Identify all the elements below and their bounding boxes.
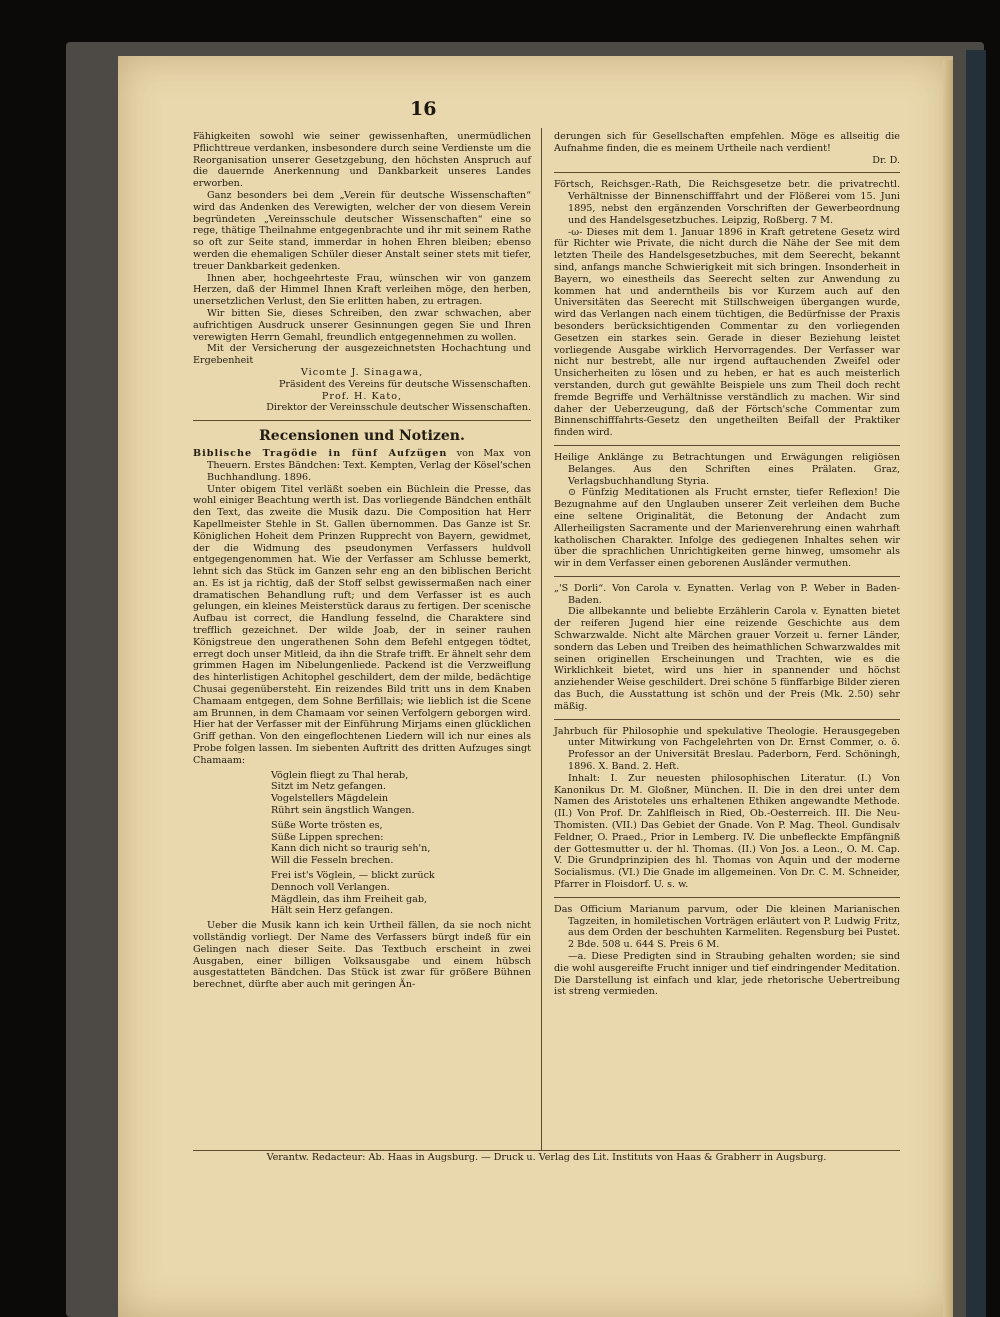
poem: [193, 770, 531, 918]
poem-line: Will die Fesseln brechen.: [271, 855, 394, 867]
poem-line: Dennoch voll Verlangen.: [271, 881, 390, 893]
imprint-footer: Verantw. Redacteur: Ab. Haas in Augsburg. — Druck u. Verlag des Lit. Instituts von Haas & Grabherr in Augsburg.: [266, 1152, 827, 1163]
poem-line: Süße Worte trösten es,: [271, 819, 383, 831]
review-1-title: Biblische Tragödie in fünf Aufzügen: [193, 448, 448, 460]
review-3-body: ⊙ Fünfzig Meditationen als Frucht ernster, tiefer Reflexion! Die Bezugnahme auf den Unglauben unserer Zeit verleihen dem Buche eine seltene Originalität, die Betonung der Andacht zum Allerheiligsten Sacramente und der Marienverehrung einen wahrhaft katholischen Charakter. Infolge des gediegenen Inhaltes sehen wir über die sprachlichen Unrichtigkeiten gerne hinweg, umsomehr als wir in dem Verfasser einen geborenen Ausländer vermuthen.: [554, 487, 900, 570]
left-column: [193, 131, 531, 991]
review-6-head: Das Officium Marianum parvum, oder Die kleinen Marianischen Tagzeiten, in homiletischen Vorträgen erläutert von P. Ludwig Fritz, aus dem Orden der beschuhten Karmeliten. Regensburg bei Pustet. 2 Bde. 508 u. 644 S. Preis 6 M.: [554, 903, 900, 951]
poem-line: Frei ist's Vöglein, — blickt zurück: [271, 870, 435, 882]
page-edge: [943, 60, 953, 1317]
review-1-signature: Dr. D.: [872, 154, 900, 166]
poem-line: Kann dich nicht so traurig seh'n,: [271, 843, 431, 855]
signature-title-2: Direktor der Vereinsschule deutscher Wissenschaften.: [266, 402, 531, 414]
review-6-body: —a. Diese Predigten sind in Straubing gehalten worden; sie sind die wohl ausgereifte Frucht inniger und tief eindringender Meditation. Die Darstellung ist einfach und klar, jede rhetorische Uebertreibung ist streng vermieden.: [554, 951, 900, 998]
poem-line: Hält sein Herz gefangen.: [271, 905, 394, 917]
column-divider: [541, 128, 542, 1150]
footer-rule: [193, 1150, 900, 1151]
review-1-continuation: derungen sich für Gesellschaften empfehlen. Möge es allseitig die Aufnahme finden, die es meinem Urtheile nach verdient!: [554, 131, 900, 154]
review-1-head: [193, 448, 531, 483]
review-2-head: Förtsch, Reichsger.-Rath, Die Reichsgesetze betr. die privatrechtl. Verhältnisse der Binnenschifffahrt und der Flößerei vom 15. Juni 1895, nebst den ergänzenden Vorschriften der Gewerbeordnung und des Handelsgesetzbuches. Leipzig, Roßberg. 7 M.: [554, 179, 900, 226]
review-5-body: Inhalt: I. Zur neuesten philosophischen Literatur. (I.) Von Kanonikus Dr. M. Gloßner, München. II. Die in den drei unter dem Namen des Aristoteles uns erhaltenen Ethiken angewandte Methode. (II.) Von Prof. Dr. Zahlfleisch in Ried, Ob.-Oesterreich. III. Die Neu-Thomisten. (VII.) Das Gebiet der Gnade. Von P. Mag. Theol. Gundisalv Feldner, O. Praed., Prior in Lemberg. IV. Die unbefleckte Empfängniß der Gottesmutter u. der hl. Thomas. (II.) Von Jos. a Leon., O. M. Cap. V. Die Grundprinzipien des hl. Thomas von Aquin und der moderne Socialismus. (VI.) Die Gnade im allgemeinen. Von Dr. C. M. Schneider, Pfarrer in Floisdorf. U. s. w.: [554, 772, 900, 891]
letter-paragraph: Ganz besonders bei dem „Verein für deutsche Wissenschaften“ wird das Andenken des Verewigten, welcher der von diesem Verein begründeten „Vereinsschule deutscher Wissenschaften“ eine so rege, thätige Theilnahme entgegenbrachte und ihr mit seinem Rathe so oft zur Seite stand, immerdar in hohen Ehren bleiben; ebenso werden die ehemaligen Schüler dieser Anstalt seiner stets mit tiefer, treuer Dankbarkeit gedenken.: [193, 189, 531, 272]
letter-paragraph: Ihnen aber, hochgeehrteste Frau, wünschen wir von ganzem Herzen, daß der Himmel Ihnen Kraft verleihen möge, den herben, unersetzlichen Verlust, den Sie erlitten haben, zu ertragen.: [193, 272, 531, 308]
signature-name-2: Prof. H. Kato,: [321, 390, 403, 402]
section-heading: Recensionen und Notizen.: [259, 428, 465, 445]
signature-name-1: Vicomte J. Sinagawa,: [300, 366, 424, 378]
review-1-body: Unter obigem Titel verläßt soeben ein Büchlein die Presse, das wohl einiger Beachtung werth ist. Das vorliegende Bändchen enthält den Text, das zweite die Musik dazu. Die Composition hat Herr Kapellmeister Stehle in St. Gallen übernommen. Das Ganze ist Sr. Königlichen Hoheit dem Prinzen Rupprecht von Bayern, gewidmet, der die Widmung des pseudonymen Verfassers huldvoll entgegengenommen hat. Wie der Verfasser am Schlusse bemerkt, lehnt sich das Stück im Ganzen sehr eng an den biblischen Bericht an. Es ist ja richtig, daß der Stoff selbst gewissermaßen nach einer dramatischen Behandlung ruft; und dem Verfasser ist es auch gelungen, ein kleines Meisterstück daraus zu fertigen. Der scenische Aufbau ist correct, die Handlung fesselnd, die Charaktere sind trefflich gezeichnet. Der wilde Joab, der in seiner rauhen Königstreue den ungerathenen Sohn dem Befehl entgegen tödtet, erregt doch unser Mitleid, da ihn die Strafe trifft. Er ähnelt sehr dem grimmen Hagen im Nibelungenliede. Packend ist die Verzweiflung des hinterlistigen Achitophel geschildert, dem der milde, bedächtige Chusai gegenübersteht. Ein reizendes Bild tritt uns in dem Knaben Chamaam entgegen, dem Sohne Berfillais; wie lieblich ist die Scene am Brunnen, in dem Chamaam vor seinen Verfolgern geborgen wird. Hier hat der Verfasser mit der Einführung Mirjams einen glücklichen Griff gethan. Von den eingeflochtenen Liedern will ich nur eines als Probe folgen lassen. Im siebenten Auftritt des dritten Aufzuges singt Chamaam:: [193, 483, 531, 766]
review-2-body: -ω- Dieses mit dem 1. Januar 1896 in Kraft getretene Gesetz wird für Richter wie Private, die nicht durch die Nähe der See mit dem letzten Theile des Handelsgesetzbuches, mit dem Seerecht, bekannt sind, anfangs manche Schwierigkeit mit sich bringen. Insonderheit in Bayern, wo einestheils das Seerecht selten zur Anwendung zu kommen hat und anderntheils bis vor Kurzem auch auf den Universitäten das Seerecht mit Stillschweigen übergangen wurde, wird das Verlangen nach einem tüchtigen, die Bedürfnisse der Praxis besonders berücksichtigenden Commentar zu den vorliegenden Gesetzen ein starkes sein. Gerade in dieser Beziehung leistet vorliegende Ausgabe wirklich Hervorragendes. Der Verfasser war nicht nur bestrebt, alle nur irgend auftauchenden Zweifel oder Unsicherheiten zu lösen und zu heben, er hat es auch meisterlich verstanden, durch gut gewählte Beispiele uns zum Theil doch recht fremde Begriffe und Verhältnisse verständlich zu machen. Wir sind daher der Ueberzeugung, daß der Förtsch'sche Commentar zum Binnenschifffahrts-Gesetz den ungetheilten Beifall der Praktiker finden wird.: [554, 226, 900, 439]
book-spine: [966, 50, 986, 1317]
letter-paragraph: Fähigkeiten sowohl wie seiner gewissenhaften, unermüdlichen Pflichttreue verdanken, insbesondere durch seine Verdienste um die Reorganisation unserer Gesetzgebung, den höchsten Anspruch auf die dauernde Anerkennung und Dankbarkeit unseres Landes erworben.: [193, 131, 531, 190]
review-4-head: „'S Dorli“. Von Carola v. Eynatten. Verlag von P. Weber in Baden-Baden.: [554, 582, 900, 606]
poem-line: Vöglein fliegt zu Thal herab,: [271, 769, 409, 781]
divider: [554, 576, 900, 577]
divider: [554, 172, 900, 173]
review-5-head: Jahrbuch für Philosophie und spekulative Theologie. Herausgegeben unter Mitwirkung von Fachgelehrten von Dr. Ernst Commer, o. ö. Professor an der Universität Breslau. Paderborn, Ferd. Schöningh, 1896. X. Band. 2. Heft.: [554, 725, 900, 773]
review-3-head: Heilige Anklänge zu Betrachtungen und Erwägungen religiösen Belanges. Aus den Schriften eines Prälaten. Graz, Verlagsbuchhandlung Styria.: [554, 451, 900, 487]
poem-line: Süße Lippen sprechen:: [271, 831, 384, 843]
right-column: [554, 131, 900, 998]
poem-line: Rührt sein ängstlich Wangen.: [271, 805, 415, 817]
divider: [554, 445, 900, 446]
poem-line: Mägdlein, das ihm Freiheit gab,: [271, 893, 428, 905]
poem-line: Vogelstellers Mägdelein: [271, 793, 389, 805]
review-1-conclusion: Ueber die Musik kann ich kein Urtheil fällen, da sie noch nicht vollständig vorliegt. Der Name des Verfassers bürgt indeß für ein Gelingen nach dieser Seite. Das Textbuch erscheint in zwei Ausgaben, einer billigen Volksausgabe und einem hübsch ausgestatteten Bändchen. Das Stück ist zwar für größere Bühnen berechnet, dürfte aber auch mit geringen Än-: [193, 920, 531, 991]
poem-line: Sitzt im Netz gefangen.: [271, 781, 387, 793]
page-number: 16: [410, 98, 437, 120]
letter-paragraph: Mit der Versicherung der ausgezeichnetsten Hochachtung und Ergebenheit: [193, 343, 531, 367]
divider: [193, 420, 531, 421]
review-1-bibliography: von Max von Theuern. Erstes Bändchen: Text. Kempten, Verlag der Kösel'schen Buchhandlung. 1896.: [207, 448, 531, 483]
review-4-body: Die allbekannte und beliebte Erzählerin Carola v. Eynatten bietet der reiferen Jugend hier eine reizende Geschichte aus dem Schwarzwalde. Nicht alte Märchen grauer Vorzeit u. ferner Länder, sondern das Leben und Treiben des heimathlichen Schwarzwaldes mit seinen originellen Erscheinungen und Trachten, wie es die Wirklichkeit bietet, wird uns hier in spannender und höchst anziehender Weise geschildert. Drei schöne 5 fünffarbige Bilder zieren das Buch, die Ausstattung ist schön und der Preis (Mk. 2.50) sehr mäßig.: [554, 606, 900, 712]
signature-title-1: Präsident des Vereins für deutsche Wissenschaften.: [278, 378, 531, 390]
divider: [554, 719, 900, 720]
divider: [554, 897, 900, 898]
letter-paragraph: Wir bitten Sie, dieses Schreiben, den zwar schwachen, aber aufrichtigen Ausdruck unserer Gesinnungen gegen Sie und Ihren verewigten Herrn Gemahl, freundlich entgegennehmen zu wollen.: [193, 307, 531, 343]
